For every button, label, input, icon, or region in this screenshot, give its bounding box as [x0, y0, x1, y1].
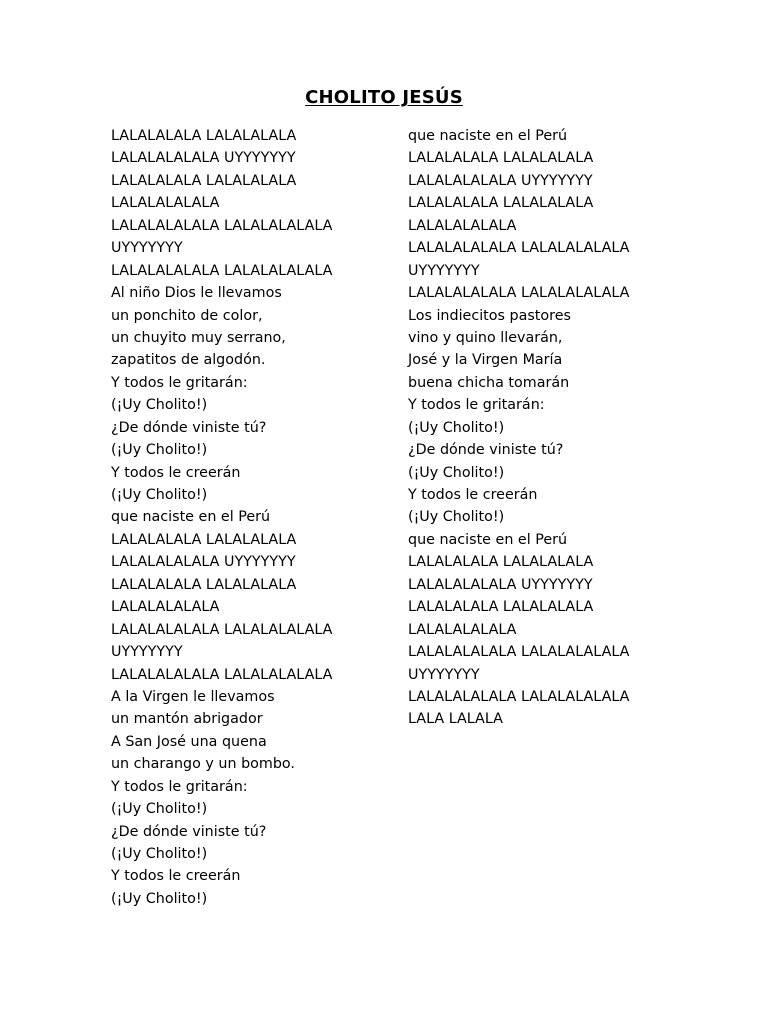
lyric-line: (¡Uy Cholito!) [111, 846, 208, 862]
lyric-line: (¡Uy Cholito!) [111, 890, 208, 907]
lyric-line: que naciste en el Perú [111, 509, 271, 526]
lyric-line: LALALALALALA [111, 195, 220, 212]
lyric-line: ¿De dónde viniste tú? [408, 442, 564, 459]
lyric-line: LALALALALA LALALALALA [408, 554, 594, 571]
lyric-line: (¡Uy Cholito!) [111, 801, 208, 818]
lyric-line: LALALALALA LALALALALA [111, 531, 297, 548]
lyric-line: Y todos le gritarán: [111, 778, 248, 795]
lyric-line: LALALALALALA LALALALALALA [111, 621, 333, 638]
lyric-line: un mantón abrigador [111, 711, 263, 728]
lyric-line: A la Virgen le llevamos [111, 688, 275, 705]
lyric-line: José y la Virgen María [408, 352, 563, 369]
lyric-line: LALA LALALA [408, 711, 503, 728]
lyric-line: LALALALALALA UYYYYYYY [408, 172, 593, 189]
lyric-line: LALALALALALA LALALALALALA [408, 644, 630, 661]
lyric-line: LALALALALALA LALALALALALA [111, 262, 333, 279]
lyric-line: Y todos le gritarán: [111, 374, 248, 391]
lyric-line: que naciste en el Perú [408, 128, 568, 144]
lyric-line: UYYYYYYY [408, 262, 480, 279]
lyric-line: LALALALALA LALALALALA [408, 195, 594, 212]
lyric-line: Y todos le gritarán: [408, 397, 545, 414]
lyric-line: que naciste en el Perú [408, 531, 568, 548]
lyric-line: Al niño Dios le llevamos [111, 285, 282, 302]
lyric-line: LALALALALALA [408, 217, 517, 234]
lyrics-right-column [408, 125, 629, 731]
lyric-line: LALALALALA LALALALALA [111, 172, 297, 189]
lyric-line: un chuyito muy serrano, [111, 329, 286, 346]
lyric-line: un charango y un bombo. [111, 756, 295, 773]
lyric-line: LALALALALALA UYYYYYYY [408, 576, 593, 593]
lyric-line: LALALALALALA LALALALALALA [408, 240, 630, 257]
lyric-line: LALALALALALA LALALALALALA [111, 217, 333, 234]
lyric-line: Y todos le creerán [408, 487, 538, 503]
lyric-line: LALALALALA LALALALALA [111, 576, 297, 593]
lyric-line: LALALALALALA LALALALALALA [111, 666, 333, 683]
lyric-line: LALALALALALA [111, 599, 220, 616]
lyric-line: LALALALALALA UYYYYYYY [111, 150, 296, 167]
lyric-line: (¡Uy Cholito!) [111, 442, 208, 459]
lyric-line: LALALALALALA LALALALALALA [408, 688, 630, 705]
lyric-line: UYYYYYYY [111, 644, 183, 661]
lyric-line: LALALALALALA [408, 621, 517, 638]
lyric-line: (¡Uy Cholito!) [111, 397, 208, 414]
lyric-line: ¿De dónde viniste tú? [111, 823, 267, 840]
lyric-line: zapatitos de algodón. [111, 352, 266, 369]
lyric-line: LALALALALALA UYYYYYYY [111, 554, 296, 571]
lyric-line: Los indiecitos pastores [408, 307, 571, 324]
lyric-line: Y todos le creerán [111, 464, 241, 481]
lyric-line: ¿De dónde viniste tú? [111, 419, 267, 436]
lyric-line: UYYYYYYY [408, 666, 480, 683]
lyric-line: (¡Uy Cholito!) [408, 509, 505, 526]
lyric-line: LALALALALALA LALALALALALA [408, 285, 630, 302]
document-title: CHOLITO JESÚS [305, 87, 463, 108]
lyric-line: LALALALALA LALALALALA [111, 128, 297, 144]
lyric-line: vino y quino llevarán, [408, 329, 563, 346]
lyrics-left-column [111, 125, 332, 910]
lyric-line: UYYYYYYY [111, 240, 183, 257]
lyric-line: A San José una quena [111, 733, 267, 750]
lyric-line: (¡Uy Cholito!) [408, 464, 505, 481]
lyric-line: LALALALALA LALALALALA [408, 150, 594, 167]
lyric-line: (¡Uy Cholito!) [111, 487, 208, 503]
lyric-line: (¡Uy Cholito!) [408, 419, 505, 436]
lyric-line: un ponchito de color, [111, 307, 263, 324]
lyric-line: buena chicha tomarán [408, 374, 570, 391]
lyric-line: Y todos le creerán [111, 868, 241, 885]
lyric-line: LALALALALA LALALALALA [408, 599, 594, 616]
